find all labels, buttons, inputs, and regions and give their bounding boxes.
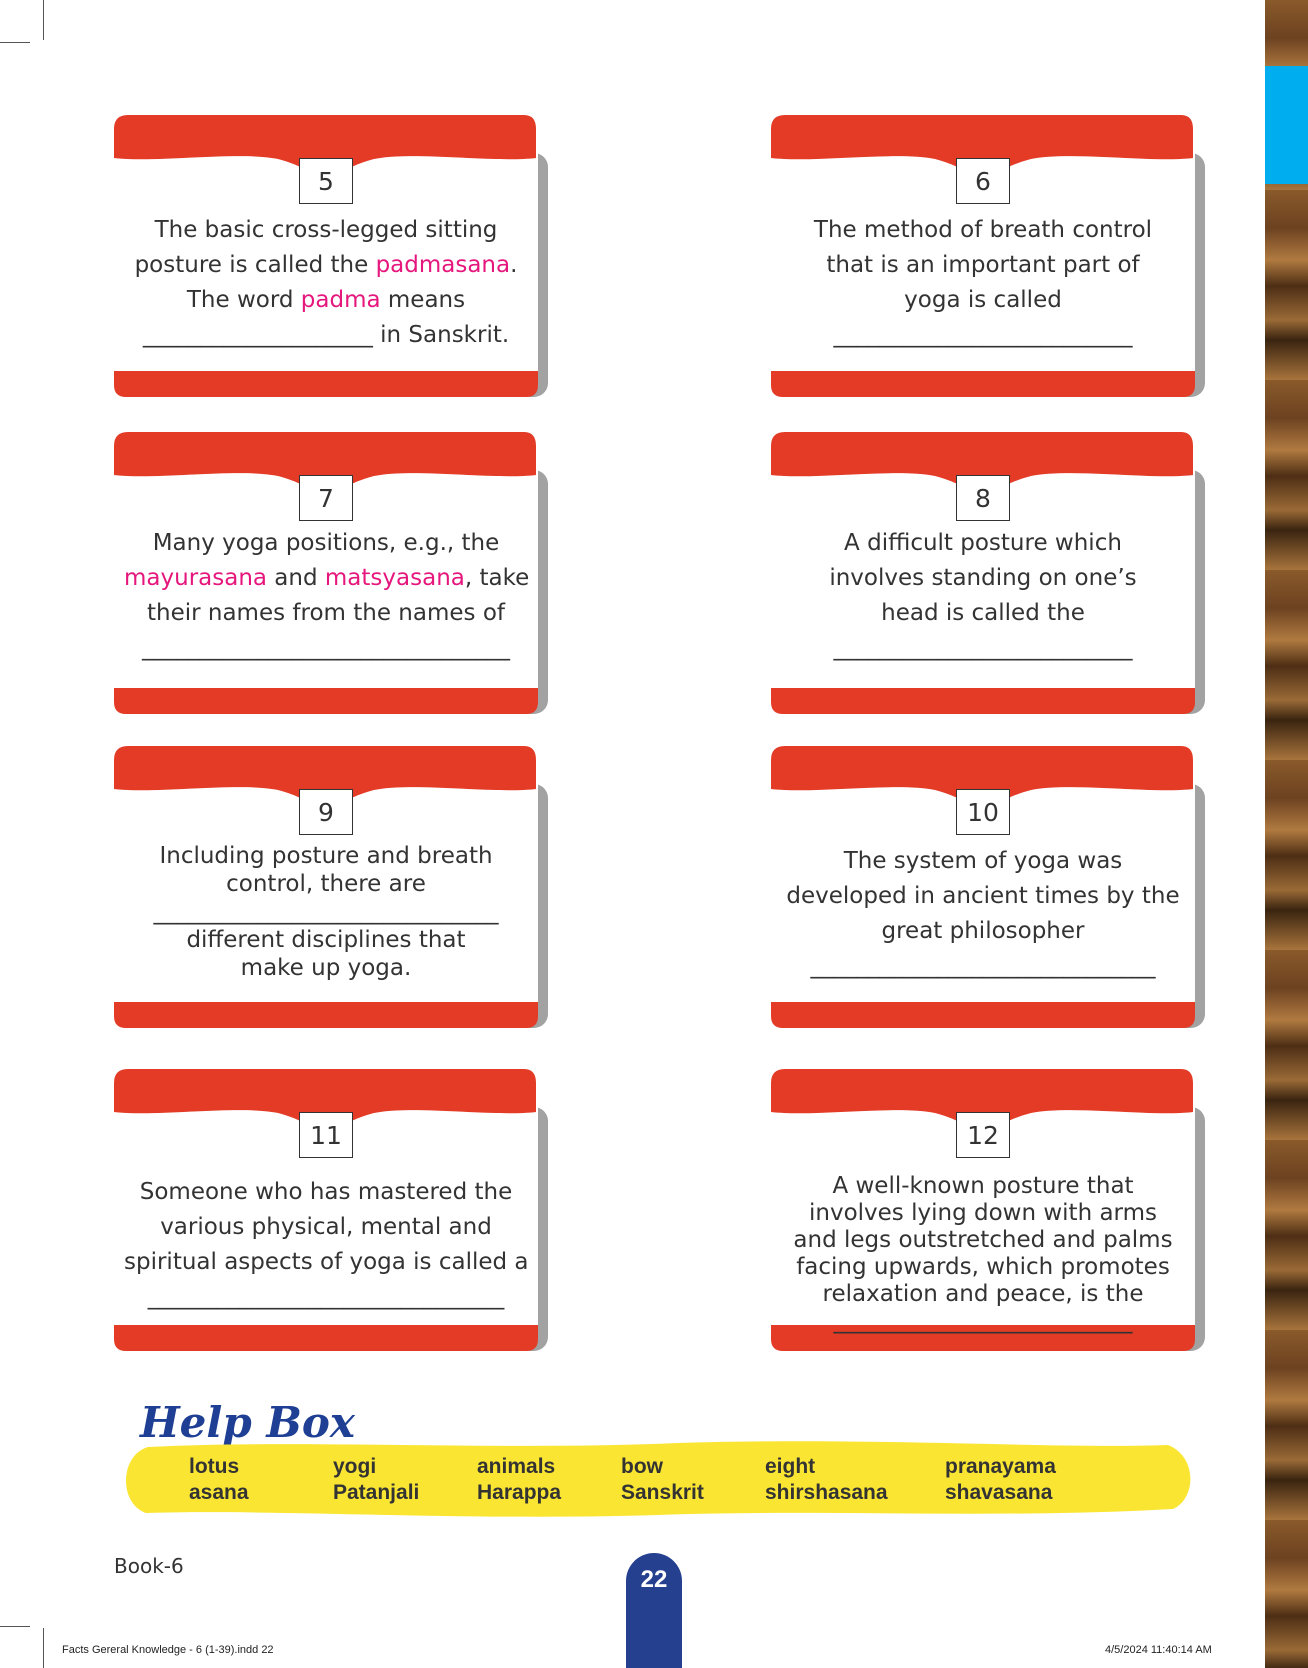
question-number: 12 bbox=[956, 1112, 1010, 1158]
text-segment: __________________________ bbox=[833, 635, 1133, 661]
question-line bbox=[781, 1254, 1185, 1281]
question-card bbox=[771, 746, 1195, 1030]
question-line bbox=[781, 1200, 1185, 1227]
text-segment: developed in ancient times by the bbox=[786, 883, 1180, 909]
text-segment: involves lying down with arms bbox=[809, 1200, 1157, 1226]
text-segment: , take bbox=[464, 565, 530, 591]
question-line bbox=[781, 879, 1185, 914]
text-segment: posture is called the bbox=[134, 252, 376, 278]
question-card bbox=[771, 1069, 1195, 1353]
text-segment: relaxation and peace, is the bbox=[822, 1281, 1144, 1307]
text-segment: Someone who has mastered the bbox=[139, 1179, 513, 1205]
question-line bbox=[124, 842, 528, 870]
help-box-word: Patanjali bbox=[333, 1481, 420, 1504]
highlighted-term: matsyasana bbox=[324, 565, 465, 591]
text-segment: The system of yoga was bbox=[843, 848, 1123, 874]
text-segment: great philosopher bbox=[881, 918, 1085, 944]
highlighted-term: mayurasana bbox=[124, 565, 267, 591]
text-segment: and bbox=[267, 565, 325, 591]
text-segment: head is called the bbox=[881, 600, 1085, 626]
question-number: 11 bbox=[299, 1112, 353, 1158]
print-slug-filename: Facts Gereral Knowledge - 6 (1-39).indd 22 bbox=[62, 1644, 274, 1656]
highlighted-term: padma bbox=[300, 287, 381, 313]
text-segment: yoga is called bbox=[904, 287, 1062, 313]
question-line bbox=[781, 283, 1185, 318]
book-label: Book-6 bbox=[114, 1554, 184, 1578]
question-line bbox=[124, 213, 528, 248]
side-accent-bar bbox=[1265, 66, 1308, 184]
question-line bbox=[124, 283, 528, 318]
text-segment: and legs outstretched and palms bbox=[793, 1227, 1173, 1253]
page-number: 22 bbox=[640, 1566, 668, 1593]
crop-mark bbox=[43, 1628, 44, 1668]
text-segment: A well-known posture that bbox=[832, 1173, 1134, 1199]
question-line bbox=[124, 526, 528, 561]
question-number: 8 bbox=[956, 475, 1010, 521]
question-line bbox=[781, 949, 1185, 984]
text-segment: facing upwards, which promotes bbox=[796, 1254, 1170, 1280]
question-line bbox=[781, 213, 1185, 248]
question-card bbox=[771, 115, 1195, 399]
question-line bbox=[124, 318, 528, 353]
text-segment: ________________________________ bbox=[142, 635, 510, 661]
question-line bbox=[124, 561, 528, 596]
decorative-side-strip bbox=[1265, 0, 1308, 1668]
help-box-word: yogi bbox=[333, 1455, 377, 1478]
question-card bbox=[114, 432, 538, 716]
question-text bbox=[124, 1175, 528, 1315]
question-text bbox=[781, 526, 1185, 666]
question-line bbox=[124, 248, 528, 283]
text-segment: make up yoga. bbox=[240, 955, 412, 981]
text-segment: The basic cross-legged sitting bbox=[154, 217, 498, 243]
text-segment: spiritual aspects of yoga is called a bbox=[124, 1249, 529, 1275]
question-number: 9 bbox=[299, 789, 353, 835]
question-line bbox=[781, 561, 1185, 596]
question-line bbox=[124, 596, 528, 631]
question-card bbox=[114, 746, 538, 1030]
help-box-word: animals bbox=[477, 1455, 556, 1478]
question-number: 10 bbox=[956, 789, 1010, 835]
text-segment: involves standing on one’s bbox=[829, 565, 1137, 591]
crop-mark bbox=[0, 42, 30, 43]
question-line bbox=[124, 1280, 528, 1315]
question-line bbox=[781, 1173, 1185, 1200]
help-box-word: shirshasana bbox=[765, 1481, 888, 1504]
text-segment: _______________________________ bbox=[147, 1284, 505, 1310]
help-box-word: Harappa bbox=[477, 1481, 562, 1504]
text-segment: Including posture and breath bbox=[159, 843, 493, 869]
help-box-word: lotus bbox=[189, 1455, 240, 1478]
help-box-word: Sanskrit bbox=[621, 1481, 704, 1504]
help-box-word: shavasana bbox=[945, 1481, 1053, 1504]
question-line bbox=[781, 248, 1185, 283]
question-line bbox=[781, 844, 1185, 879]
question-line bbox=[124, 870, 528, 898]
help-box-word: pranayama bbox=[945, 1455, 1056, 1478]
text-segment: ______________________________ bbox=[810, 953, 1156, 979]
crop-mark bbox=[0, 1626, 30, 1627]
highlighted-term: padmasana bbox=[375, 252, 511, 278]
question-line bbox=[781, 1281, 1185, 1308]
text-segment: their names from the names of bbox=[146, 600, 505, 626]
question-card bbox=[114, 115, 538, 399]
question-line bbox=[124, 926, 528, 954]
question-text bbox=[124, 842, 528, 982]
text-segment: ______________________________ bbox=[153, 899, 499, 925]
text-segment: ____________________ in Sanskrit. bbox=[142, 322, 510, 348]
question-line bbox=[124, 954, 528, 982]
question-line bbox=[781, 596, 1185, 631]
text-segment: The word bbox=[186, 287, 301, 313]
question-line bbox=[124, 1175, 528, 1210]
question-line bbox=[781, 526, 1185, 561]
question-line bbox=[781, 318, 1185, 353]
text-segment: A difficult posture which bbox=[844, 530, 1122, 556]
question-line bbox=[781, 1227, 1185, 1254]
text-segment: Many yoga positions, e.g., the bbox=[152, 530, 500, 556]
question-line bbox=[781, 631, 1185, 666]
question-line bbox=[124, 1210, 528, 1245]
text-segment: that is an important part of bbox=[826, 252, 1140, 278]
question-card bbox=[771, 432, 1195, 716]
print-slug-timestamp: 4/5/2024 11:40:14 AM bbox=[1105, 1644, 1212, 1656]
question-line bbox=[124, 1245, 528, 1280]
text-segment: The method of breath control bbox=[813, 217, 1153, 243]
help-box-word: asana bbox=[189, 1481, 249, 1504]
question-number: 7 bbox=[299, 475, 353, 521]
text-segment: various physical, mental and bbox=[160, 1214, 492, 1240]
question-text bbox=[781, 1173, 1185, 1335]
text-segment: __________________________ bbox=[833, 1308, 1133, 1334]
question-line bbox=[124, 631, 528, 666]
question-text bbox=[781, 844, 1185, 984]
question-text bbox=[124, 526, 528, 666]
text-segment: means bbox=[380, 287, 466, 313]
question-card bbox=[114, 1069, 538, 1353]
text-segment: . bbox=[510, 252, 518, 278]
help-box-title: Help Box bbox=[140, 1398, 355, 1447]
question-line bbox=[781, 1308, 1185, 1335]
question-number: 5 bbox=[299, 158, 353, 204]
question-text bbox=[781, 213, 1185, 353]
text-segment: __________________________ bbox=[833, 322, 1133, 348]
help-box-word: bow bbox=[621, 1455, 663, 1478]
help-box-word: eight bbox=[765, 1455, 816, 1478]
question-number: 6 bbox=[956, 158, 1010, 204]
question-text bbox=[124, 213, 528, 353]
question-line bbox=[124, 898, 528, 926]
crop-mark bbox=[43, 0, 44, 40]
text-segment: control, there are bbox=[226, 871, 426, 897]
question-line bbox=[781, 914, 1185, 949]
text-segment: different disciplines that bbox=[186, 927, 466, 953]
